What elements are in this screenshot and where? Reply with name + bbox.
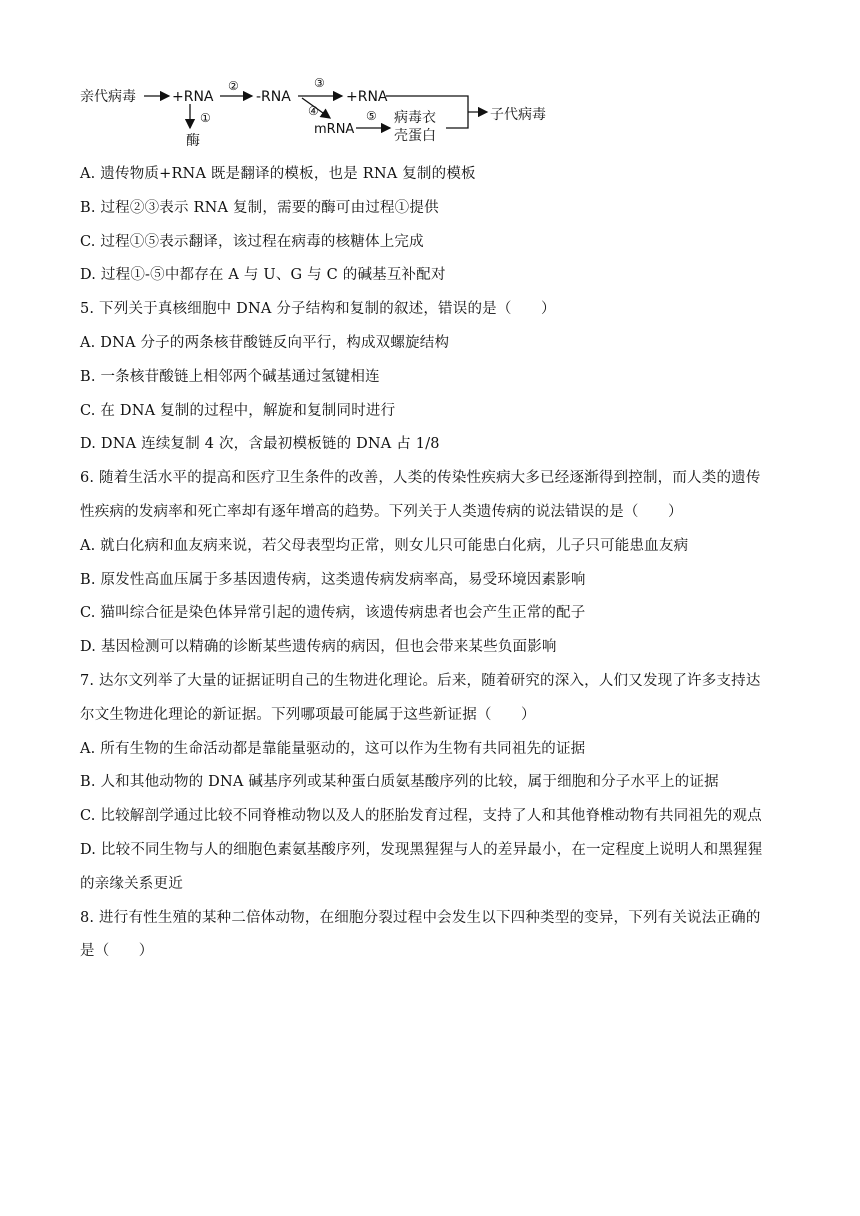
q6-option-d: D. 基因检测可以精确的诊断某些遗传病的病因，但也会带来某些负面影响: [80, 639, 557, 656]
parent-virus-label: 亲代病毒: [80, 89, 136, 105]
q6-option-b: B. 原发性高血压属于多基因遗传病，这类遗传病发病率高，易受环境因素影响: [80, 571, 586, 588]
q7-option-a: A. 所有生物的生命活动都是靠能量驱动的，这可以作为生物有共同祖先的证据: [80, 740, 586, 757]
q5-option-b: B. 一条核苷酸链上相邻两个碱基通过氢键相连: [80, 368, 380, 385]
q4-option-b: B. 过程②③表示 RNA 复制，需要的酶可由过程①提供: [80, 199, 439, 216]
step-1-label: ①: [200, 111, 211, 125]
plus-rna-product-label: +RNA: [346, 89, 388, 105]
mrna-label: mRNA: [314, 122, 355, 137]
q7-option-d-line2: 的亲缘关系更近: [80, 875, 183, 892]
virus-replication-diagram: [76, 72, 566, 156]
q7-option-b: B. 人和其他动物的 DNA 碱基序列或某种蛋白质氨基酸序列的比较，属于细胞和分子水平上的证据: [80, 774, 719, 791]
coat-protein-label-line1: 病毒衣: [394, 110, 436, 126]
offspring-virus-label: 子代病毒: [490, 107, 546, 123]
q7-option-c: C. 比较解剖学通过比较不同脊椎动物以及人的胚胎发育过程，支持了人和其他脊椎动物有共同祖先的观点: [80, 808, 762, 825]
q7-option-d-line1: D. 比较不同生物与人的细胞色素氨基酸序列，发现黑猩猩与人的差异最小，在一定程度上说明人和黑猩猩: [80, 841, 763, 858]
q5-stem: 5. 下列关于真核细胞中 DNA 分子结构和复制的叙述，错误的是（ ）: [80, 301, 556, 318]
q4-option-d: D. 过程①-⑤中都存在 A 与 U、G 与 C 的碱基互补配对: [80, 267, 446, 284]
step-2-label: ②: [228, 79, 239, 93]
q6-stem-line1: 6. 随着生活水平的提高和医疗卫生条件的改善，人类的传染性疾病大多已经逐渐得到控制，而人类的遗传: [80, 470, 761, 487]
coat-protein-label-line2: 壳蛋白: [394, 128, 436, 144]
q7-stem-line1: 7. 达尔文列举了大量的证据证明自己的生物进化理论。后来，随着研究的深入，人们又发现了许多支持达: [80, 672, 761, 689]
q8-stem-line1: 8. 进行有性生殖的某种二倍体动物，在细胞分裂过程中会发生以下四种类型的变异，下列有关说法正确的: [80, 909, 761, 926]
minus-rna-label: -RNA: [256, 89, 291, 105]
enzyme-label: 酶: [186, 133, 200, 149]
q6-option-c: C. 猫叫综合征是染色体异常引起的遗传病，该遗传病患者也会产生正常的配子: [80, 605, 586, 622]
plus-rna-label: +RNA: [172, 89, 214, 105]
q4-option-c: C. 过程①⑤表示翻译，该过程在病毒的核糖体上完成: [80, 233, 424, 250]
connector-protein-to-offspring: [446, 112, 468, 128]
q7-stem-line2: 尔文生物进化理论的新证据。下列哪项最可能属于这些新证据（ ）: [80, 706, 536, 723]
step-4-label: ④: [308, 104, 319, 118]
q5-option-a: A. DNA 分子的两条核苷酸链反向平行，构成双螺旋结构: [80, 334, 450, 351]
q5-option-c: C. 在 DNA 复制的过程中，解旋和复制同时进行: [80, 402, 396, 419]
q5-option-d: D. DNA 连续复制 4 次，含最初模板链的 DNA 占 1/8: [80, 436, 440, 453]
q8-stem-line2: 是（ ）: [80, 943, 154, 960]
q6-stem-line2: 性疾病的发病率和死亡率却有逐年增高的趋势。下列关于人类遗传病的说法错误的是（ ）: [80, 503, 683, 520]
step-3-label: ③: [314, 76, 325, 90]
question-text: [80, 158, 780, 969]
step-5-label: ⑤: [366, 109, 377, 123]
q4-option-a: A. 遗传物质+RNA 既是翻译的模板，也是 RNA 复制的模板: [80, 166, 476, 182]
q6-option-a: A. 就白化病和血友病来说，若父母表型均正常，则女儿只可能患白化病，儿子只可能患血友病: [80, 537, 689, 554]
